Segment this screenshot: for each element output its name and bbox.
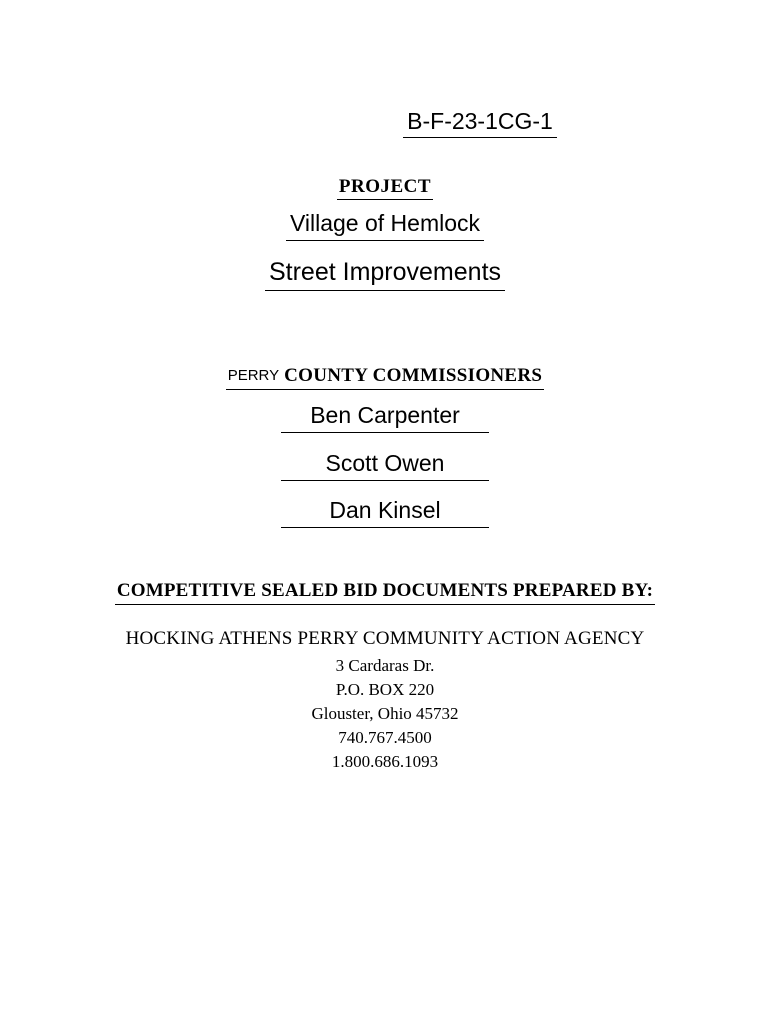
agency-block [0, 628, 770, 774]
project-label-row [0, 176, 770, 200]
project-title-line1-row [0, 210, 770, 241]
agency-name: HOCKING ATHENS PERRY COMMUNITY ACTION AGENCY [125, 628, 645, 649]
document-number: B-F-23-1CG-1 [403, 108, 557, 138]
commissioners-heading-main: COUNTY COMMISSIONERS [279, 365, 543, 386]
commissioner-row [0, 497, 770, 528]
prepared-by-heading: COMPETITIVE SEALED BID DOCUMENTS PREPARED BY: [115, 580, 655, 605]
project-title-line2-row [0, 258, 770, 291]
commissioner-name: Dan Kinsel [281, 497, 489, 528]
commissioners-heading-prefix: PERRY [227, 367, 280, 384]
document-number-row [0, 108, 770, 138]
agency-address-line: Glouster, Ohio 45732 [311, 704, 459, 723]
commissioners-heading-row [0, 365, 770, 390]
commissioners-heading [226, 365, 545, 390]
agency-address-line: P.O. BOX 220 [335, 680, 435, 699]
agency-address-line: 3 Cardaras Dr. [335, 656, 435, 675]
commissioner-name: Ben Carpenter [281, 402, 489, 433]
agency-phone-line: 1.800.686.1093 [331, 752, 439, 771]
prepared-by-heading-row [0, 580, 770, 605]
agency-phone-line: 740.767.4500 [338, 728, 432, 747]
commissioner-name: Scott Owen [281, 450, 489, 481]
project-title-line2: Street Improvements [265, 258, 505, 291]
commissioner-row [0, 450, 770, 481]
project-label: PROJECT [337, 176, 433, 200]
project-title-line1: Village of Hemlock [286, 210, 484, 241]
commissioner-row [0, 402, 770, 433]
